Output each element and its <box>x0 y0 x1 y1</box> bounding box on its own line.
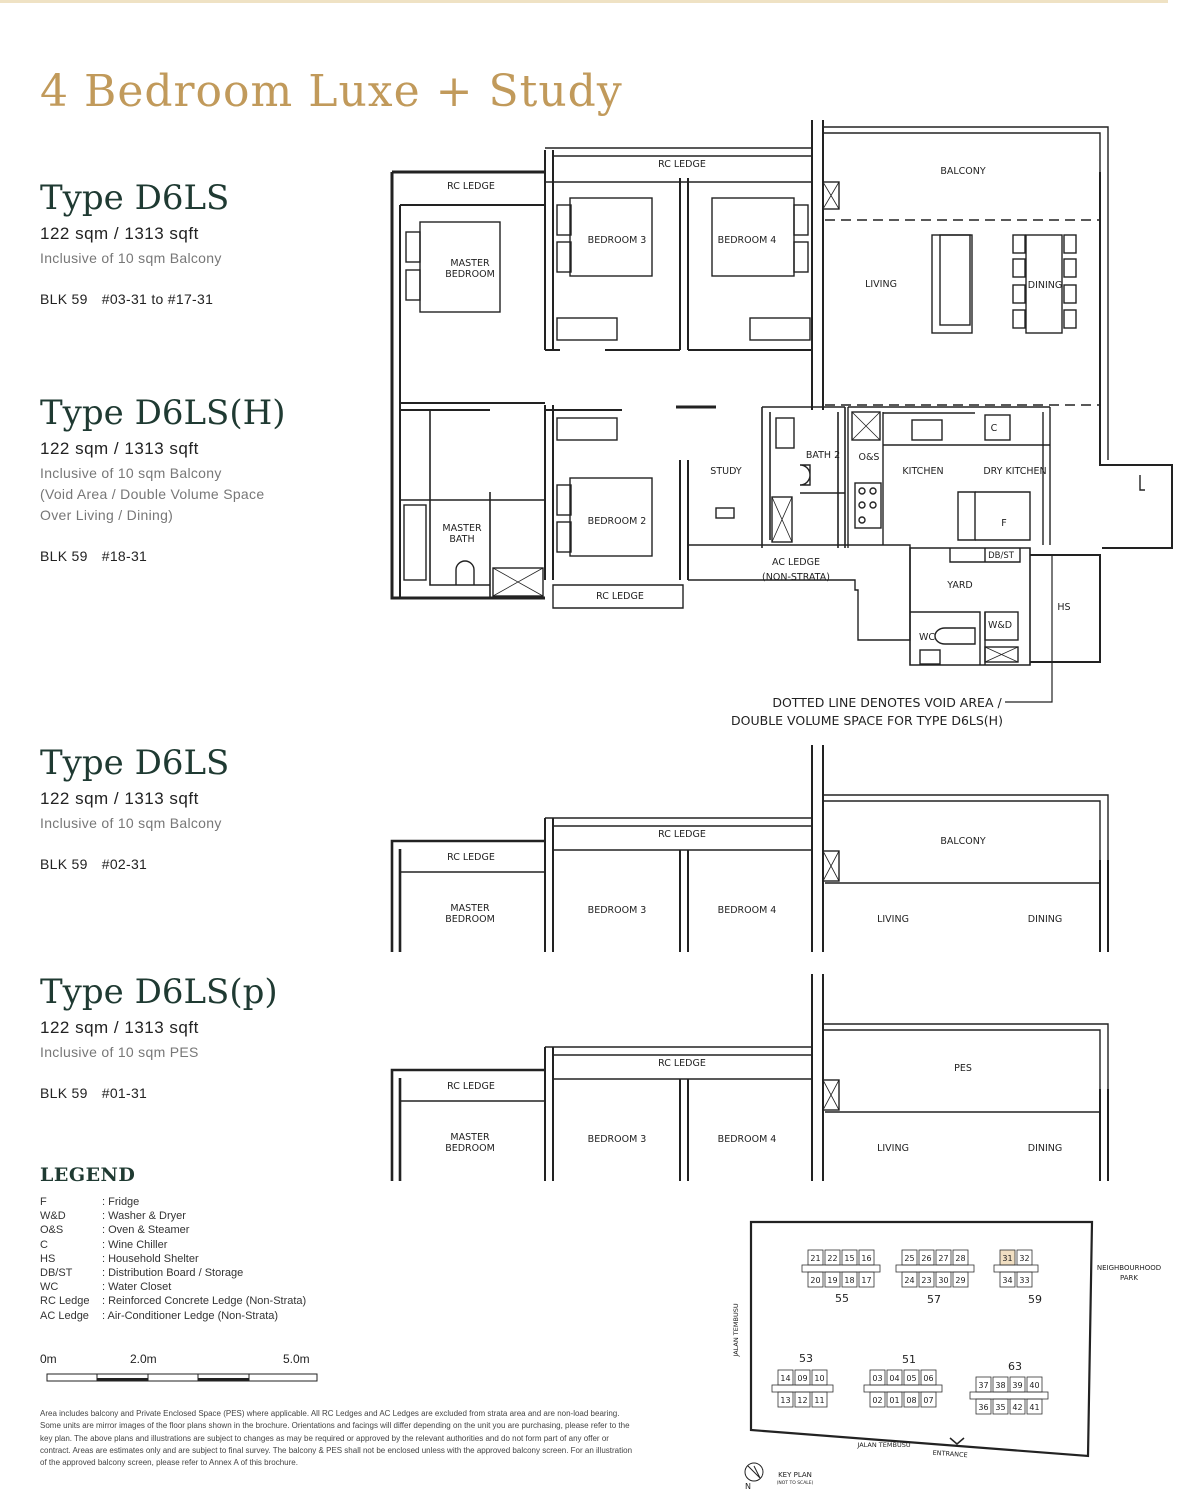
unit-number: 42 <box>1012 1403 1023 1412</box>
label-rc-ledge: RC LEDGE <box>447 852 495 863</box>
unit-number: 36 <box>978 1403 989 1412</box>
unit-number: 16 <box>861 1254 872 1263</box>
label-rc-ledge: RC LEDGE <box>658 159 706 170</box>
scale-label-2m: 2.0m <box>130 1352 157 1366</box>
label-rc-ledge: RC LEDGE <box>658 1058 706 1069</box>
block-corridor <box>994 1265 1038 1272</box>
unit-number: 33 <box>1019 1276 1030 1285</box>
label-neighbourhood: NEIGHBOURHOOD <box>1096 1264 1162 1272</box>
legend-row <box>40 1309 306 1323</box>
type-area: 122 sqm / 1313 sqft <box>40 439 199 458</box>
legend-value: : Oven & Steamer <box>102 1224 190 1237</box>
key-plan <box>715 1215 1185 1495</box>
unit-number: 41 <box>1029 1403 1040 1412</box>
north-arrow-icon <box>745 1463 763 1481</box>
label-dbst: DB/ST <box>988 551 1014 561</box>
label-rc-ledge: RC LEDGE <box>596 591 644 602</box>
unit-number: 18 <box>844 1276 855 1285</box>
unit-number: 29 <box>955 1276 966 1285</box>
unit-number: 19 <box>827 1276 838 1285</box>
unit-number: 40 <box>1029 1381 1040 1390</box>
label-jalan-tembusu-vertical: JALAN TEMBUSU <box>732 1303 740 1357</box>
legend-key: HS <box>40 1252 56 1265</box>
legend-key: O&S <box>40 1224 64 1237</box>
block-57 <box>896 1250 974 1306</box>
block-number-label: 51 <box>902 1353 916 1366</box>
type-block-units <box>40 291 370 307</box>
block-corridor <box>970 1392 1048 1399</box>
label-wine-chiller: C <box>990 423 998 434</box>
type-area: 122 sqm / 1313 sqft <box>40 789 199 808</box>
legend-list <box>40 1195 306 1323</box>
label-master-bedroom: BEDROOM <box>445 914 495 925</box>
unit-number: 25 <box>904 1254 915 1263</box>
legend-row <box>40 1280 306 1294</box>
void-note-line2: DOUBLE VOLUME SPACE FOR TYPE D6LS(H) <box>731 713 1003 728</box>
label-park: PARK <box>1119 1274 1139 1282</box>
label-rc-ledge: RC LEDGE <box>447 181 495 192</box>
unit-number: 11 <box>814 1396 825 1405</box>
unit-number: 20 <box>810 1276 821 1285</box>
label-ac-ledge: AC LEDGE <box>772 557 820 568</box>
unit-number: 22 <box>827 1254 838 1263</box>
label-dining: DINING <box>1027 914 1063 925</box>
type-block-units <box>40 1085 370 1101</box>
block-59 <box>994 1250 1042 1306</box>
type-inclusive-line2: (Void Area / Double Volume Space <box>40 486 265 502</box>
legend-value: : Reinforced Concrete Ledge (Non-Strata) <box>102 1295 307 1308</box>
scale-label-5m: 5.0m <box>283 1352 310 1366</box>
unit-number: 32 <box>1019 1254 1030 1263</box>
block-number-label: 63 <box>1008 1360 1022 1373</box>
label-living: LIVING <box>865 279 897 290</box>
legend-value: : Fridge <box>102 1196 140 1208</box>
unit-number: 06 <box>923 1374 934 1383</box>
legend-key: W&D <box>40 1210 66 1223</box>
unit-number: 17 <box>861 1276 872 1285</box>
type-block-units <box>40 856 370 872</box>
unit-number: 14 <box>780 1374 791 1383</box>
label-dining: DINING <box>1027 280 1063 291</box>
block-number-label: 53 <box>799 1352 813 1365</box>
type-area: 122 sqm / 1313 sqft <box>40 224 199 243</box>
legend-key: C <box>40 1238 48 1251</box>
legend-value: : Distribution Board / Storage <box>102 1266 244 1279</box>
block-number: BLK 59 <box>40 856 88 872</box>
legend-row <box>40 1223 306 1237</box>
unit-number: 28 <box>955 1254 966 1263</box>
unit-number: 12 <box>797 1396 808 1405</box>
type-inclusive-line3: Over Living / Dining) <box>40 507 174 523</box>
label-bath2: BATH 2 <box>805 450 841 461</box>
block-number: BLK 59 <box>40 1085 88 1101</box>
block-51 <box>864 1353 942 1407</box>
unit-number: 24 <box>904 1276 915 1285</box>
block-number-label: 59 <box>1028 1293 1042 1306</box>
unit-number: 04 <box>889 1374 900 1383</box>
legend-value: : Washer & Dryer <box>102 1210 186 1223</box>
floor-plan-partial-d6ls-p <box>385 974 1185 1184</box>
block-number: BLK 59 <box>40 548 88 564</box>
label-rc-ledge: RC LEDGE <box>447 1081 495 1092</box>
legend-row <box>40 1252 306 1266</box>
unit-number: 31 <box>1002 1254 1013 1263</box>
type-block-d6ls <box>40 178 370 307</box>
label-study: STUDY <box>710 466 742 477</box>
label-wd: W&D <box>987 620 1013 631</box>
type-name: Type D6LS <box>40 178 230 218</box>
label-wc: WC <box>918 632 936 643</box>
block-corridor <box>802 1265 880 1272</box>
legend-value: : Wine Chiller <box>102 1238 168 1251</box>
type-block-units <box>40 548 370 564</box>
unit-number: 01 <box>889 1396 900 1405</box>
label-living: LIVING <box>877 914 909 925</box>
type-name: Type D6LS(p) <box>40 972 278 1012</box>
label-not-to-scale: (NOT TO SCALE) <box>776 1481 814 1486</box>
label-living: LIVING <box>877 1143 909 1154</box>
unit-number: 21 <box>810 1254 821 1263</box>
label-master-bath: MASTER <box>442 523 482 534</box>
legend-key: RC Ledge <box>40 1295 90 1308</box>
label-os: O&S <box>858 452 880 463</box>
unit-number: 03 <box>872 1374 883 1383</box>
label-jalan-tembusu: JALAN TEMBUSU <box>857 1441 911 1449</box>
label-master-bedroom: BEDROOM <box>445 1143 495 1154</box>
label-ac-ledge-non-strata: (NON-STRATA) <box>762 572 830 583</box>
block-number-label: 57 <box>927 1293 941 1306</box>
top-accent-bar <box>0 0 1168 3</box>
label-kitchen: KITCHEN <box>902 466 944 477</box>
type-block-d6ls-p <box>40 972 370 1101</box>
legend-row <box>40 1238 306 1252</box>
label-bedroom4: BEDROOM 4 <box>717 905 777 916</box>
label-master-bedroom: BEDROOM <box>445 269 495 280</box>
legend-value: : Water Closet <box>102 1281 172 1294</box>
legend-title: LEGEND <box>40 1164 136 1186</box>
legend-key: WC <box>40 1281 59 1294</box>
block-corridor <box>772 1385 833 1392</box>
label-balcony: BALCONY <box>940 166 986 177</box>
legend-key: DB/ST <box>40 1266 73 1279</box>
label-master-bath: BATH <box>449 534 475 545</box>
unit-number: 38 <box>995 1381 1006 1390</box>
legend-row <box>40 1209 306 1223</box>
unit-number: 34 <box>1002 1276 1013 1285</box>
unit-number: 07 <box>923 1396 934 1405</box>
label-yard: YARD <box>947 580 973 591</box>
void-note-line1: DOTTED LINE DENOTES VOID AREA / <box>772 695 1002 710</box>
legend-row <box>40 1294 306 1308</box>
label-pes: PES <box>954 1063 972 1074</box>
legend-key: AC Ledge <box>40 1309 89 1322</box>
label-bedroom2: BEDROOM 2 <box>587 516 647 527</box>
north-label: N <box>745 1482 751 1491</box>
block-63 <box>970 1360 1048 1414</box>
legend-value: : Air-Conditioner Ledge (Non-Strata) <box>102 1309 279 1322</box>
unit-range: #02-31 <box>101 856 148 872</box>
type-block-d6ls-2 <box>40 743 370 872</box>
unit-number: 27 <box>938 1254 949 1263</box>
label-bedroom3: BEDROOM 3 <box>587 235 647 246</box>
label-rc-ledge: RC LEDGE <box>658 829 706 840</box>
floor-plan-partial-d6ls <box>385 745 1185 955</box>
label-bedroom3: BEDROOM 3 <box>587 1134 647 1145</box>
type-inclusive: Inclusive of 10 sqm Balcony <box>40 815 222 831</box>
block-corridor <box>896 1265 974 1272</box>
unit-number: 23 <box>921 1276 932 1285</box>
type-inclusive: Inclusive of 10 sqm PES <box>40 1044 199 1060</box>
type-name: Type D6LS(H) <box>40 393 286 433</box>
unit-number: 30 <box>938 1276 949 1285</box>
legend-value: : Household Shelter <box>102 1252 199 1265</box>
block-number-label: 55 <box>835 1292 849 1305</box>
unit-number: 05 <box>906 1374 917 1383</box>
unit-range: #01-31 <box>101 1085 148 1101</box>
label-master-bedroom: MASTER <box>450 903 490 914</box>
unit-number: 26 <box>921 1254 932 1263</box>
label-fridge: F <box>1001 518 1007 529</box>
unit-number: 35 <box>995 1403 1006 1412</box>
label-hs: HS <box>1057 602 1071 613</box>
scale-bar <box>40 1352 330 1392</box>
type-name: Type D6LS <box>40 743 230 783</box>
label-key-plan: KEY PLAN <box>778 1471 812 1479</box>
label-balcony: BALCONY <box>940 836 986 847</box>
unit-number: 09 <box>797 1374 808 1383</box>
legend-row <box>40 1266 306 1280</box>
unit-number: 10 <box>814 1374 825 1383</box>
scale-label-0m: 0m <box>40 1352 57 1366</box>
unit-number: 02 <box>872 1396 883 1405</box>
label-bedroom4: BEDROOM 4 <box>717 1134 777 1145</box>
unit-number: 39 <box>1012 1381 1023 1390</box>
label-entrance: ENTRANCE <box>932 1448 968 1460</box>
unit-range: #18-31 <box>101 548 148 564</box>
block-number: BLK 59 <box>40 291 88 307</box>
type-inclusive: Inclusive of 10 sqm Balcony <box>40 250 222 266</box>
label-master-bedroom: MASTER <box>450 1132 490 1143</box>
page-title: 4 Bedroom Luxe + Study <box>40 66 623 117</box>
label-dry-kitchen: DRY KITCHEN <box>983 466 1047 477</box>
type-area: 122 sqm / 1313 sqft <box>40 1018 199 1037</box>
floor-plan-main <box>385 120 1185 730</box>
disclaimer-text: Area includes balcony and Private Enclosed Space (PES) where applicable. All RC Ledges and AC Ledges are excluded from strata area and are non-load bearing. Some units are mirror images of the floor plans shown in the brochure. Orientations and facings will differ depending on the unit you are purchasing, please refer to the key plan. The above plans and illustrations are subject to changes as may be required or approved by the relevant authorities and do not form part of any offer or contract. Areas are estimates only and are subject to final survey. The balcony & PES shall not be enclosed unless with the approved balcony screen. For an illustration of the approved balcony screen, please refer to Annex A of this brochure. <box>40 1409 633 1468</box>
unit-number: 08 <box>906 1396 917 1405</box>
type-block-d6ls-h <box>40 393 370 564</box>
label-bedroom4: BEDROOM 4 <box>717 235 777 246</box>
label-dining: DINING <box>1027 1143 1063 1154</box>
block-55 <box>802 1250 880 1305</box>
legend-key: F <box>40 1196 47 1208</box>
label-bedroom3: BEDROOM 3 <box>587 905 647 916</box>
unit-number: 37 <box>978 1381 989 1390</box>
type-inclusive: Inclusive of 10 sqm Balcony <box>40 465 222 481</box>
scale-bar-graphic <box>46 1370 318 1386</box>
unit-number: 13 <box>780 1396 791 1405</box>
legend-row <box>40 1195 306 1209</box>
unit-number: 15 <box>844 1254 855 1263</box>
block-53 <box>772 1352 833 1407</box>
unit-range: #03-31 to #17-31 <box>101 291 214 307</box>
label-master-bedroom: MASTER <box>450 258 490 269</box>
block-corridor <box>864 1385 942 1392</box>
